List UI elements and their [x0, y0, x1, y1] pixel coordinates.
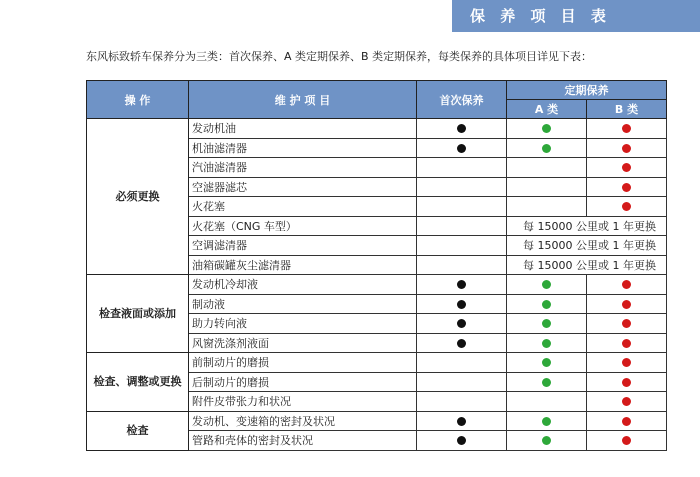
green-dot-icon	[542, 124, 551, 133]
header-operation: 操 作	[87, 81, 189, 119]
a-service-cell	[507, 333, 587, 353]
a-service-cell	[507, 431, 587, 451]
header-b: B 类	[587, 100, 667, 119]
interval-cell: 每 15000 公里或 1 年更换	[507, 236, 667, 256]
b-service-cell	[587, 138, 667, 158]
first-service-cell	[417, 197, 507, 217]
first-service-cell	[417, 372, 507, 392]
header-a: A 类	[507, 100, 587, 119]
first-service-cell	[417, 275, 507, 295]
green-dot-icon	[542, 339, 551, 348]
item-cell: 助力转向液	[189, 314, 417, 334]
b-service-cell	[587, 177, 667, 197]
red-dot-icon	[622, 339, 631, 348]
a-service-cell	[507, 294, 587, 314]
a-service-cell	[507, 197, 587, 217]
red-dot-icon	[622, 183, 631, 192]
intro-text: 东风标致轿车保养分为三类：首次保养、A 类定期保养、B 类定期保养，每类保养的具体项目详见下表：	[86, 50, 593, 63]
item-cell: 风窗洗涤剂液面	[189, 333, 417, 353]
first-service-cell	[417, 314, 507, 334]
b-service-cell	[587, 294, 667, 314]
item-cell: 火花塞	[189, 197, 417, 217]
first-service-cell	[417, 177, 507, 197]
green-dot-icon	[542, 144, 551, 153]
red-dot-icon	[622, 417, 631, 426]
item-cell: 后制动片的磨损	[189, 372, 417, 392]
b-service-cell	[587, 314, 667, 334]
first-service-cell	[417, 158, 507, 178]
red-dot-icon	[622, 144, 631, 153]
b-service-cell	[587, 197, 667, 217]
red-dot-icon	[622, 300, 631, 309]
operation-cell: 检查	[87, 411, 189, 450]
a-service-cell	[507, 158, 587, 178]
a-service-cell	[507, 138, 587, 158]
a-service-cell	[507, 353, 587, 373]
interval-cell: 每 15000 公里或 1 年更换	[507, 216, 667, 236]
first-service-cell	[417, 236, 507, 256]
b-service-cell	[587, 431, 667, 451]
a-service-cell	[507, 411, 587, 431]
a-service-cell	[507, 119, 587, 139]
green-dot-icon	[542, 300, 551, 309]
red-dot-icon	[622, 163, 631, 172]
a-service-cell	[507, 392, 587, 412]
table-row	[87, 353, 667, 373]
first-service-cell	[417, 392, 507, 412]
first-service-cell	[417, 294, 507, 314]
item-cell: 发动机、变速箱的密封及状况	[189, 411, 417, 431]
header-item: 维 护 项 目	[189, 81, 417, 119]
b-service-cell	[587, 275, 667, 295]
green-dot-icon	[542, 280, 551, 289]
first-service-cell	[417, 353, 507, 373]
b-service-cell	[587, 119, 667, 139]
operation-cell: 必须更换	[87, 119, 189, 275]
first-service-cell	[417, 333, 507, 353]
black-dot-icon	[457, 124, 466, 133]
red-dot-icon	[622, 358, 631, 367]
item-cell: 空滤器滤芯	[189, 177, 417, 197]
a-service-cell	[507, 372, 587, 392]
black-dot-icon	[457, 319, 466, 328]
a-service-cell	[507, 314, 587, 334]
b-service-cell	[587, 158, 667, 178]
black-dot-icon	[457, 144, 466, 153]
green-dot-icon	[542, 319, 551, 328]
b-service-cell	[587, 372, 667, 392]
black-dot-icon	[457, 300, 466, 309]
interval-cell: 每 15000 公里或 1 年更换	[507, 255, 667, 275]
item-cell: 汽油滤清器	[189, 158, 417, 178]
operation-cell: 检查液面或添加	[87, 275, 189, 353]
item-cell: 附件皮带张力和状况	[189, 392, 417, 412]
first-service-cell	[417, 411, 507, 431]
item-cell: 管路和壳体的密封及状况	[189, 431, 417, 451]
green-dot-icon	[542, 417, 551, 426]
green-dot-icon	[542, 358, 551, 367]
header-periodic: 定期保养	[507, 81, 667, 100]
item-cell: 油箱碳罐灰尘滤清器	[189, 255, 417, 275]
black-dot-icon	[457, 339, 466, 348]
table-row	[87, 275, 667, 295]
black-dot-icon	[457, 436, 466, 445]
black-dot-icon	[457, 280, 466, 289]
black-dot-icon	[457, 417, 466, 426]
b-service-cell	[587, 353, 667, 373]
a-service-cell	[507, 177, 587, 197]
item-cell: 火花塞（CNG 车型）	[189, 216, 417, 236]
header-first: 首次保养	[417, 81, 507, 119]
green-dot-icon	[542, 378, 551, 387]
red-dot-icon	[622, 280, 631, 289]
operation-cell: 检查、调整或更换	[87, 353, 189, 412]
item-cell: 发动机油	[189, 119, 417, 139]
item-cell: 发动机冷却液	[189, 275, 417, 295]
red-dot-icon	[622, 436, 631, 445]
maintenance-table	[86, 80, 667, 451]
item-cell: 前制动片的磨损	[189, 353, 417, 373]
page-title-banner: 保 养 项 目 表	[452, 0, 700, 32]
table-row	[87, 411, 667, 431]
b-service-cell	[587, 411, 667, 431]
first-service-cell	[417, 119, 507, 139]
red-dot-icon	[622, 378, 631, 387]
item-cell: 制动液	[189, 294, 417, 314]
red-dot-icon	[622, 124, 631, 133]
item-cell: 机油滤清器	[189, 138, 417, 158]
first-service-cell	[417, 431, 507, 451]
b-service-cell	[587, 392, 667, 412]
a-service-cell	[507, 275, 587, 295]
green-dot-icon	[542, 436, 551, 445]
item-cell: 空调滤清器	[189, 236, 417, 256]
first-service-cell	[417, 216, 507, 236]
b-service-cell	[587, 333, 667, 353]
red-dot-icon	[622, 319, 631, 328]
table-row	[87, 119, 667, 139]
first-service-cell	[417, 138, 507, 158]
first-service-cell	[417, 255, 507, 275]
red-dot-icon	[622, 202, 631, 211]
red-dot-icon	[622, 397, 631, 406]
